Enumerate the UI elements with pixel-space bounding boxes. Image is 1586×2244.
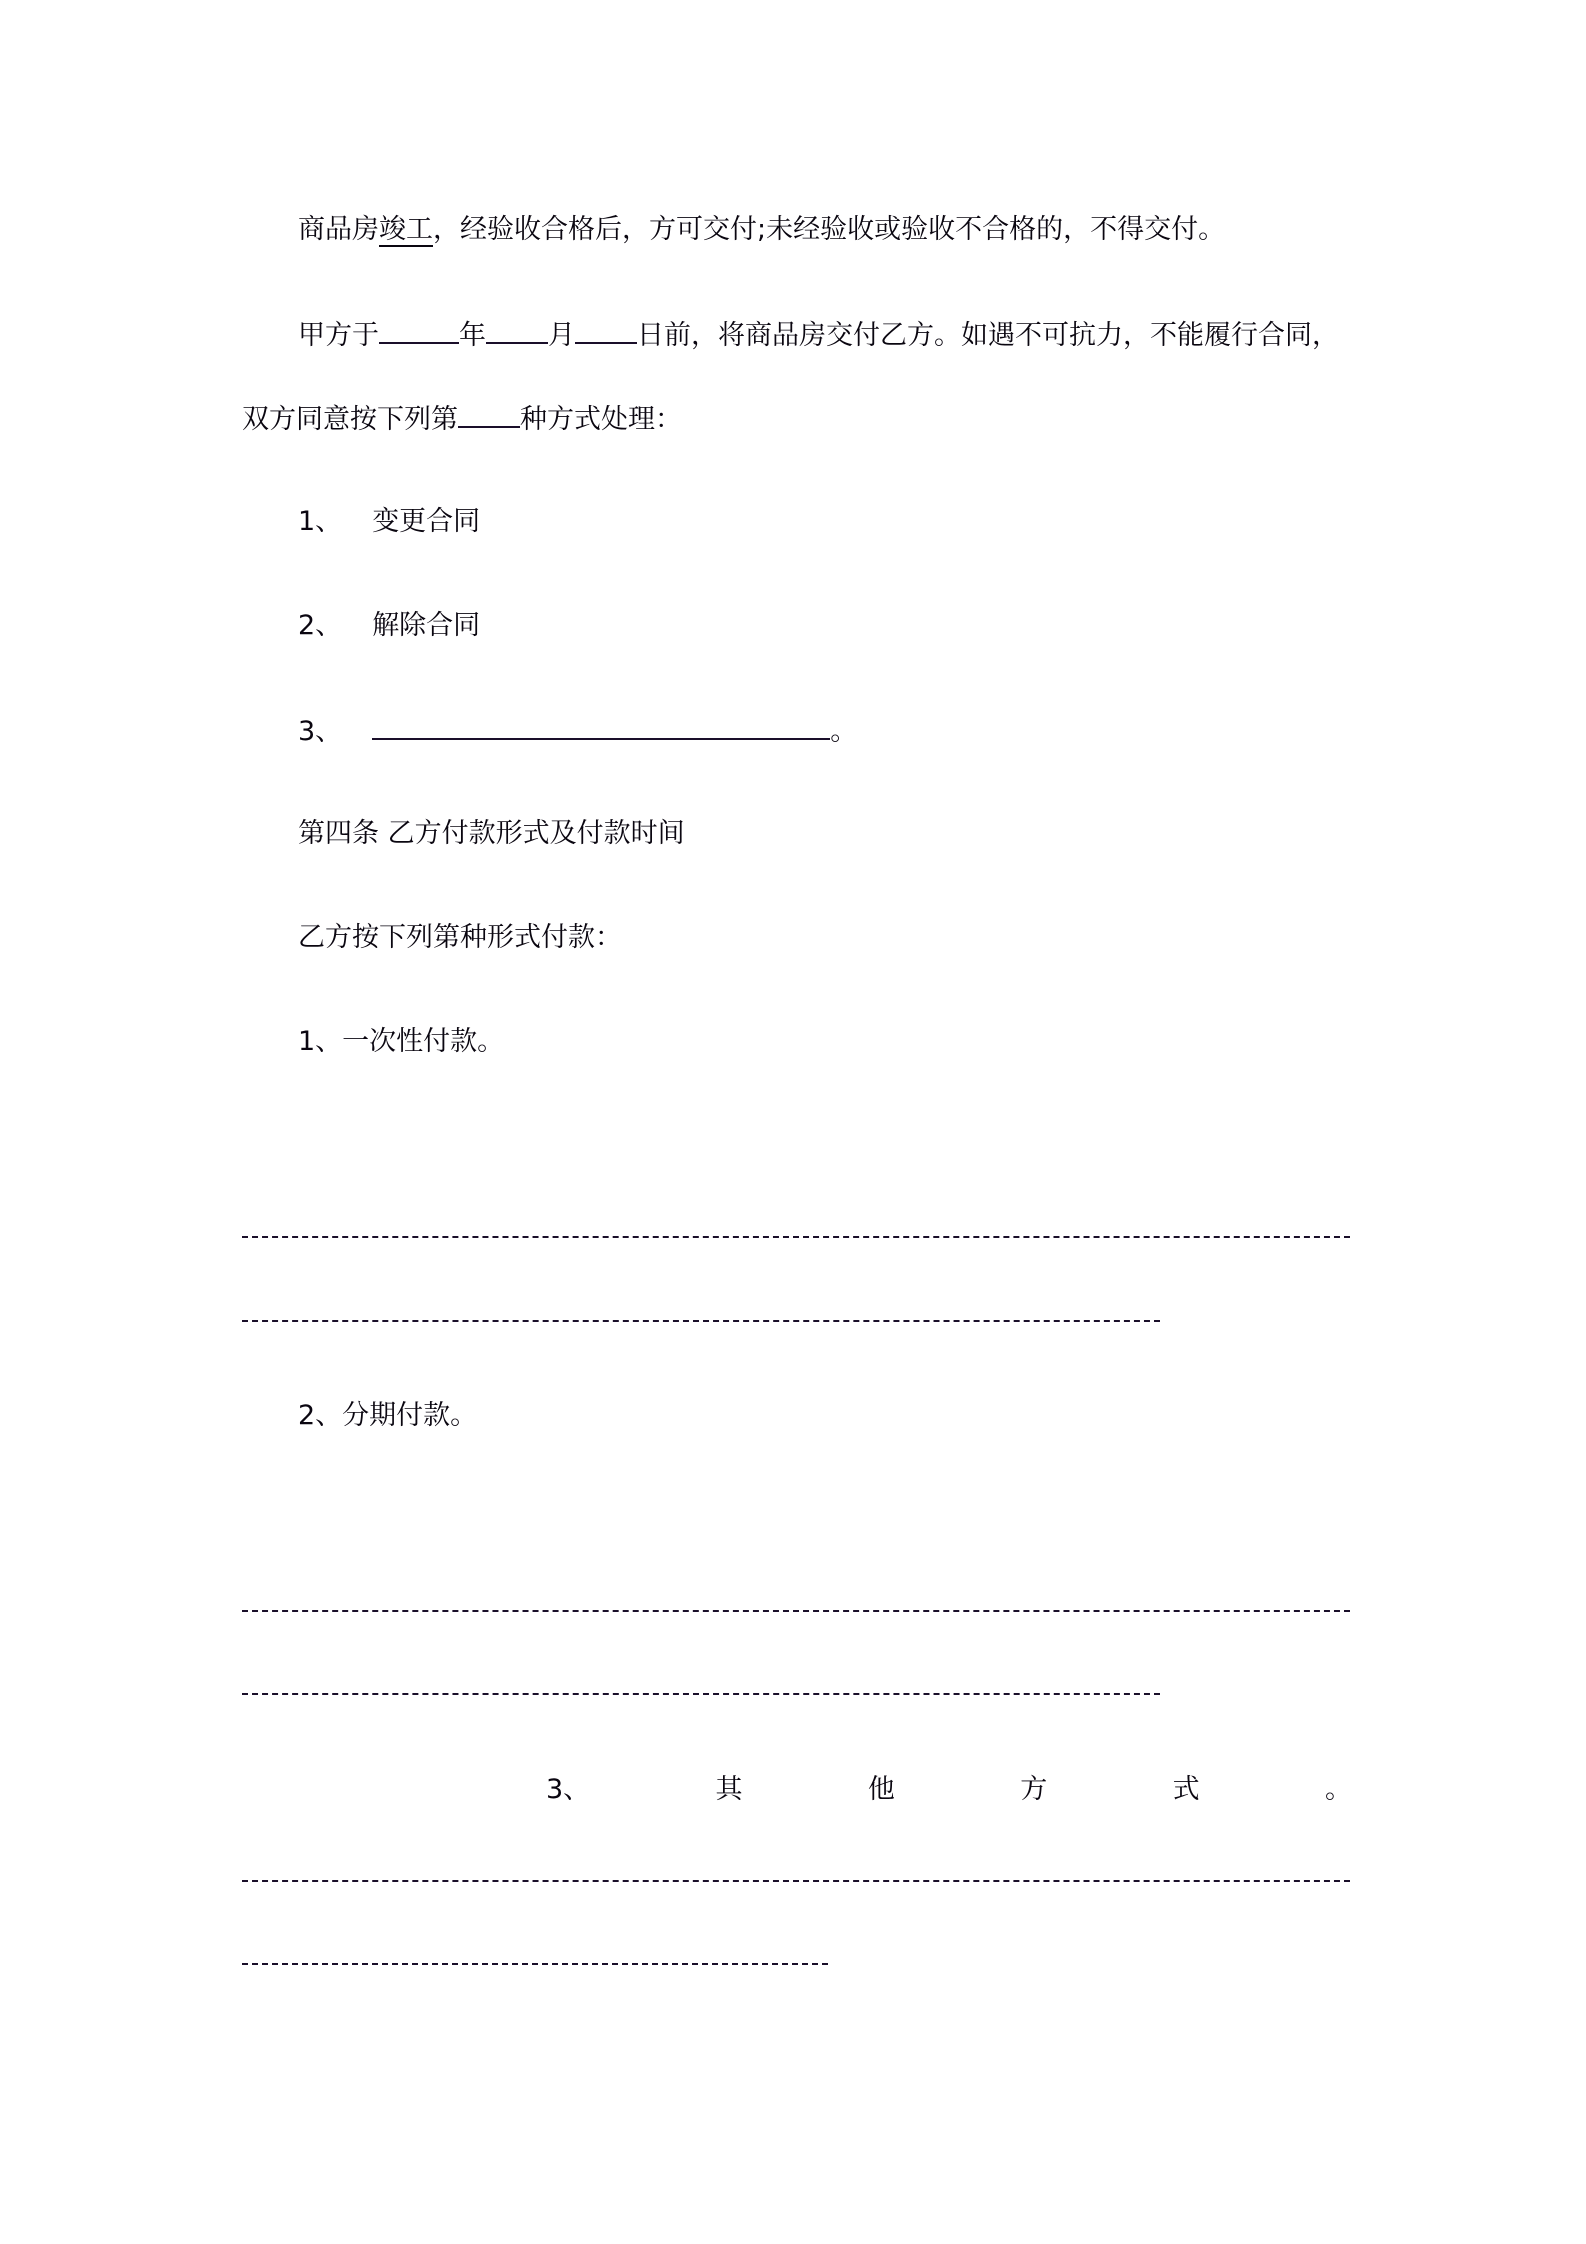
- text-segment: 双方同意按下列第: [242, 404, 458, 435]
- option-item: [298, 504, 480, 540]
- option-number: 3、: [298, 716, 343, 747]
- text-segment: 月: [548, 320, 575, 351]
- text-segment: 其: [715, 1774, 743, 1805]
- article4-heading: 第四条 乙方付款形式及付款时间: [298, 818, 685, 849]
- option-number: 2、: [298, 610, 343, 641]
- option-item: [298, 608, 480, 644]
- fill-line[interactable]: [242, 1963, 828, 1965]
- text-segment: 。: [1324, 1774, 1352, 1805]
- text-segment: 他: [867, 1774, 895, 1805]
- option-item: [298, 712, 857, 750]
- text-segment: 3、: [546, 1774, 591, 1805]
- option-text: 解除合同: [372, 610, 481, 641]
- text-segment: 方: [1020, 1774, 1048, 1805]
- fill-line[interactable]: [242, 1880, 1350, 1882]
- text-segment: 式: [1172, 1774, 1200, 1805]
- completion-delivery-paragraph: [298, 212, 1225, 248]
- fill-line[interactable]: [242, 1693, 1160, 1695]
- payment-item-other: [546, 1772, 1352, 1808]
- underlined-term: 竣工: [379, 214, 433, 245]
- delivery-date-paragraph: [298, 316, 1339, 354]
- handling-method-line: [242, 400, 682, 438]
- payment-item-lump-sum: 1、一次性付款。: [298, 1026, 505, 1057]
- option-text: 变更合同: [372, 506, 481, 537]
- day-blank[interactable]: [575, 316, 637, 344]
- payment-item-installment: 2、分期付款。: [298, 1400, 478, 1431]
- text-segment: 日前，将商品房交付乙方。如遇不可抗力，不能履行合同，: [637, 320, 1339, 351]
- text-segment: 。: [830, 716, 858, 747]
- text-segment: 甲方于: [298, 320, 379, 351]
- option-number: 1、: [298, 506, 343, 537]
- text-segment: 商品房: [298, 214, 379, 245]
- fill-line[interactable]: [242, 1320, 1160, 1322]
- payment-intro: 乙方按下列第种形式付款：: [298, 922, 622, 953]
- text-segment: 年: [459, 320, 486, 351]
- other-option-blank[interactable]: [372, 712, 830, 740]
- text-segment: 种方式处理：: [520, 404, 682, 435]
- fill-line[interactable]: [242, 1610, 1350, 1612]
- year-blank[interactable]: [379, 316, 459, 344]
- text-segment: ，经验收合格后，方可交付;未经验收或验收不合格的，不得交付。: [433, 214, 1226, 245]
- month-blank[interactable]: [486, 316, 548, 344]
- fill-line[interactable]: [242, 1236, 1350, 1238]
- method-number-blank[interactable]: [458, 400, 520, 428]
